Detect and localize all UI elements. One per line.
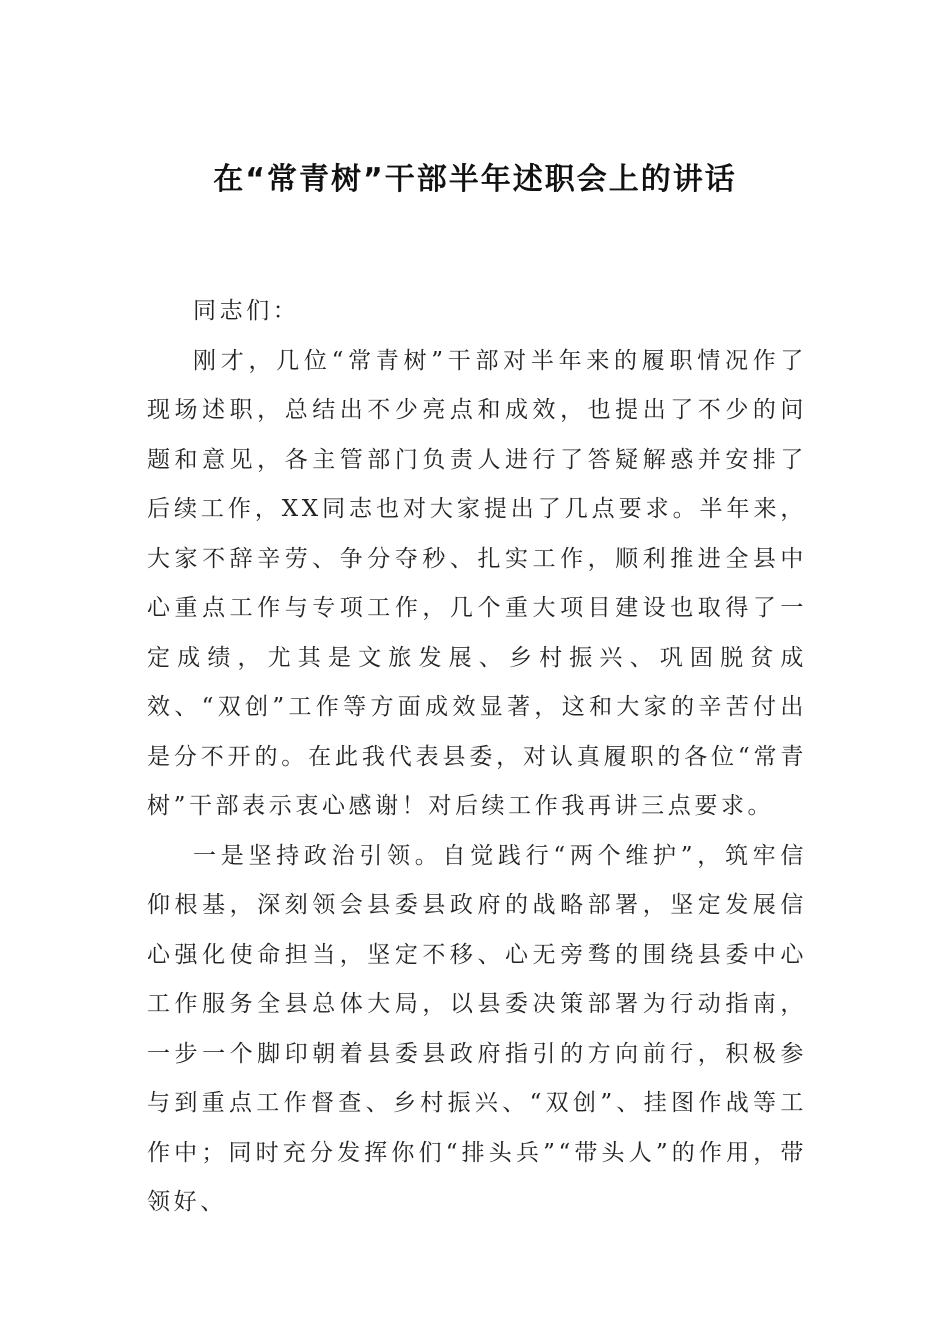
- opening-paragraph: 刚才，几位“常青树”干部对半年来的履职情况作了现场述职，总结出不少亮点和成效，也提出了不少的问题和意见，各主管部门负责人进行了答疑解惑并安排了后续工作，XX同志也对大家提出了几点要求。半年来，大家不辞辛劳、争分夺秒、扎实工作，顺利推进全县中心重点工作与专项工作，几个重大项目建设也取得了一定成绩，尤其是文旅发展、乡村振兴、巩固脱贫成效、“双创”工作等方面成效显著，这和大家的辛苦付出是分不开的。在此我代表县委，对认真履职的各位“常青树”干部表示衷心感谢！对后续工作我再讲三点要求。: [147, 347, 807, 819]
- salutation-paragraph: 同志们：: [193, 298, 300, 324]
- document-title: 在“常青树”干部半年述职会上的讲话: [213, 162, 737, 197]
- point-one-paragraph: 一是坚持政治引领。自觉践行“两个维护”，筑牢信仰根基，深刻领会县委县政府的战略部署，坚定发展信心强化使命担当，坚定不移、心无旁骛的围绕县委中心工作服务全县总体大局，以县委决策部署为行动指南，一步一个脚印朝着县委县政府指引的方向前行，积极参与到重点工作督查、乡村振兴、“双创”、挂图作战等工作中；同时充分发挥你们“排头兵”“带头人”的作用，带领好、: [147, 842, 807, 1215]
- document-body: [147, 287, 807, 1228]
